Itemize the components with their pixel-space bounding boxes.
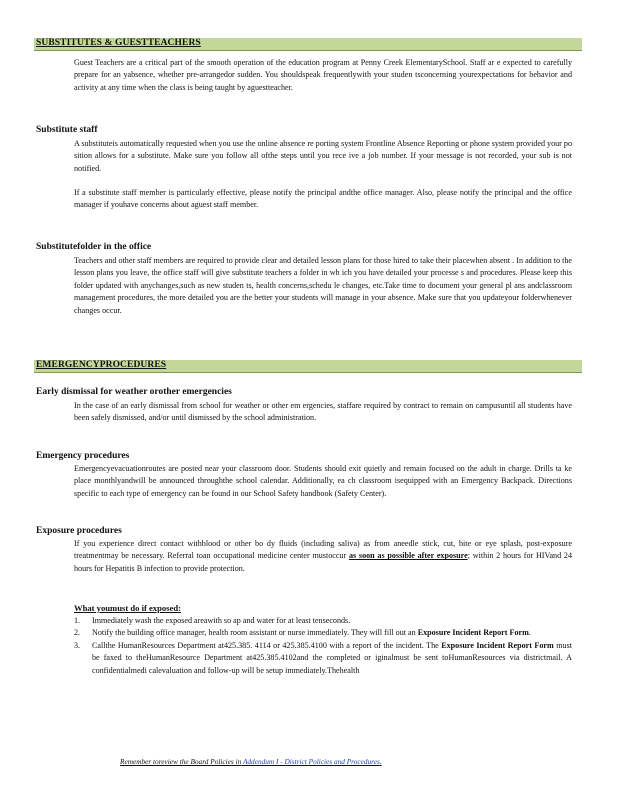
step-form-name: Exposure Incident Report Form — [417, 628, 529, 638]
section-header-substitutes — [34, 38, 582, 51]
list-item — [74, 627, 572, 639]
step-number: 1. — [74, 616, 81, 625]
exposure-emphasis: as soon as possible after exposure — [348, 551, 468, 561]
exposure-text-after: ; within 2 hours for HIVand 24 hours for Hepatitis B infection to provide protection. — [74, 551, 572, 573]
heading-emergency-procedures: Emergency procedures — [36, 451, 130, 461]
substitute-staff-text: A substituteis automatically requested when you use the online absence re porting system Frontline Absence Reporting or phone system provided your po sition allows for a substitute. Make sure you follow all ofthe steps until you rece ive a job number. If your message is not recorded, your sub is not notified. — [74, 139, 572, 173]
step-text: Notify the building office manager, health room assistant or nurse immediately. They will fill out an — [92, 628, 416, 638]
substitute-staff-feedback: If a substitute staff member is particularly effective, please notify the principal andthe office manager. Also, please notify the principal and the office manager if youhave concerns about aguest staff member. — [74, 188, 572, 210]
footer-text: Remember toreview the Board Policies in — [120, 757, 242, 766]
step-number: 2. — [74, 628, 81, 638]
list-item — [74, 640, 572, 677]
step-form-name: Exposure Incident Report Form — [441, 640, 554, 650]
emergency-procedures-text: Emergencyevacuationroutes are posted near your classroom door. Students should exit quietly and remain focused on the adult in charge. Drills ta ke place monthlyandwill be announced throughthe school calendar. Additionally, ea ch classroom isequipped with an Emergency Backpack. Directions specific to each type of emergency can be found in our School Safety handbook (Safety Center). — [74, 464, 572, 498]
heading-substitute-folder: Substitutefolder in the office — [36, 242, 152, 252]
substitutes-intro: Guest Teachers are a critical part of the smooth operation of the education program at Penny Creek ElementarySchool. Staff ar e expected to carefully prepare for an yabsence, whether pre-arrangedor sudden. You shouldspeak frequentlywith your studen tsconcerning yourexpectations for behavior and activity at any time when the class is being taught by aguestteacher. — [74, 58, 572, 92]
exposure-text — [74, 538, 572, 575]
section-title: SUBSTITUTES & GUESTTEACHERS — [36, 38, 201, 48]
heading-early-dismissal: Early dismissal for weather orother emergencies — [36, 387, 232, 397]
footer-end: . — [379, 757, 382, 766]
exposure-steps-list — [74, 615, 572, 677]
heading-exposure-procedures: Exposure procedures — [36, 526, 122, 536]
heading-substitute-staff: Substitute staff — [36, 125, 98, 135]
step-text: Immediately wash the exposed areawith so ap and water for at least tenseconds. — [92, 616, 351, 625]
if-exposed-heading: What youmust do if exposed: — [74, 603, 181, 613]
step-text-end: . — [528, 628, 531, 638]
exposure-text-before: If you experience direct contact withblood or other bo dy fluids (including saliva) as from aneedle stick, cut, bite or eye splash, post-exposure treatmentmay be necessary. Referral toan occupational medicine center mustoccur — [74, 539, 572, 561]
section-header-emergency — [34, 360, 582, 373]
step-number: 3. — [74, 640, 81, 650]
footer-note — [120, 757, 382, 766]
substitute-folder-text: Teachers and other staff members are required to provide clear and detailed lesson plans for those hired to take their placewhen absent . In addition to the lesson plans you leave, the office staff will give substitute teachers a folder in wh ich you have detailed your processe s and procedures. Please keep this folder updated with anychanges,such as new studen ts, health concerns,schedu le changes, etc.Take time to document your general pl ans andclassroom management procedures, the more detailed you are the better your students will manage in your absence. Make sure that you updateyour folderwhenever changes occur. — [74, 256, 572, 315]
early-dismissal-text: In the case of an early dismissal from school for weather or other em ergencies, staffare required by contract to remain on campusuntil all students have been safely dismissed, and/or until dismissed by the school administration. — [74, 401, 572, 423]
step-text: Callthe HumanResources Department at425.385. 4114 or 425.385.4100 with a report of the incident. The — [92, 640, 439, 650]
footer-addendum-link[interactable]: Addendum I - District Policies and Procedures — [242, 757, 380, 766]
list-item — [74, 615, 572, 627]
step-text-end: must be faxed to theHumanResource Department at425.385.4102and the completed or iginalmust be sent toHumanResources via districtmail. A confidentialmedi calevaluation and follow-up will be setup immediately.Thehealth — [92, 640, 572, 675]
section-title: EMERGENCYPROCEDURES — [36, 360, 167, 370]
